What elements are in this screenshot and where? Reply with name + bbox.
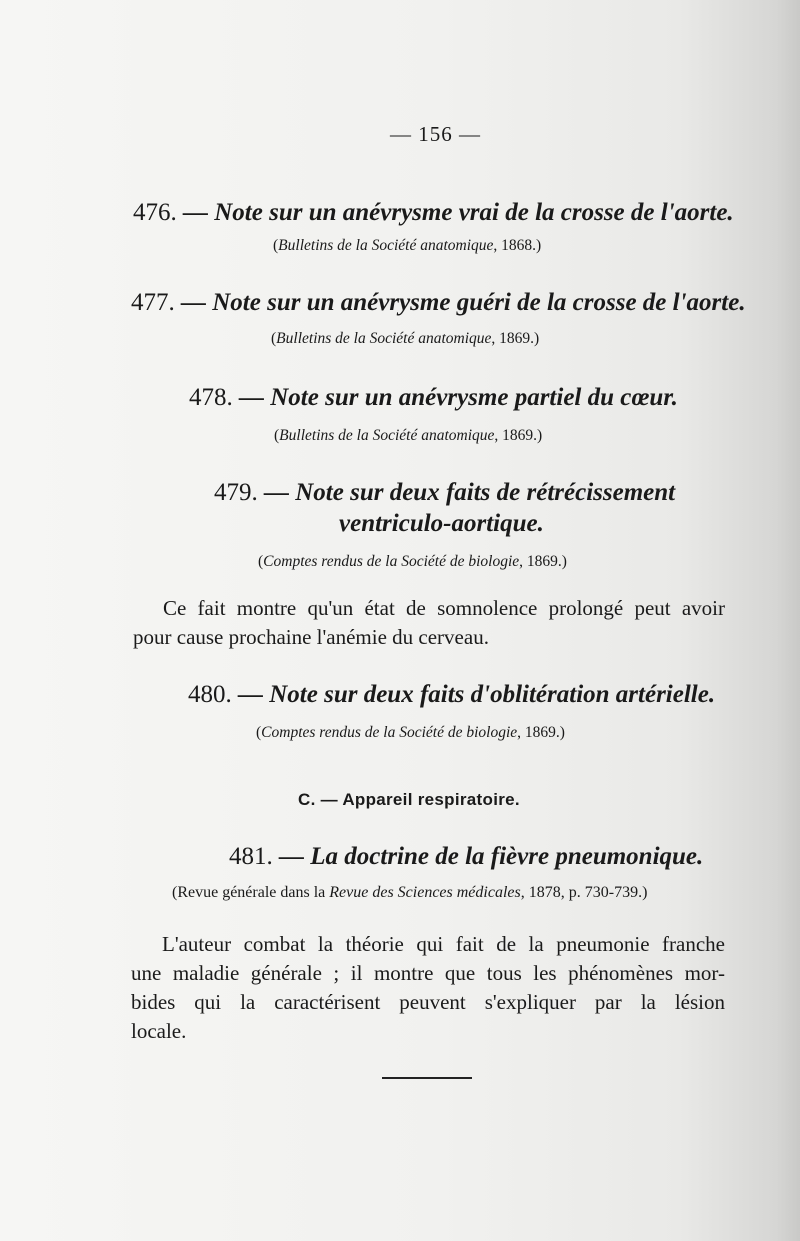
entry-number: 480. [188, 681, 232, 708]
section-heading: C. — Appareil respiratoire. [298, 790, 520, 809]
entry-481-body-line: locale. [131, 1019, 187, 1043]
entry-number: 481. [229, 843, 273, 870]
entry-481-body-line: L'auteur combat la théorie qui fait de la pneumonie franche [162, 932, 725, 956]
reference-source: Revue des Sciences médicales [329, 884, 521, 901]
entry-number: 477. [131, 289, 175, 316]
entry-title-text: — La doctrine de la fièvre pneumonique. [279, 843, 704, 870]
reference-source: Comptes rendus de la Société de biologie [261, 724, 518, 741]
entry-title-text: — Note sur deux faits d'oblitération artérielle. [238, 681, 716, 708]
entry-478-title [189, 384, 678, 412]
entry-title-text: — Note sur deux faits de rétrécissement [264, 479, 676, 506]
entry-476-title [133, 199, 734, 227]
entry-title-text: — Note sur un anévrysme vrai de la crosse de l'aorte. [183, 199, 734, 226]
entry-477-title [131, 289, 746, 317]
entry-479-body-line: pour cause prochaine l'anémie du cerveau. [133, 625, 489, 649]
entry-477-reference: (Bulletins de la Société anatomique, 1869.) [271, 330, 540, 347]
entry-476-reference: (Bulletins de la Société anatomique, 1868.) [273, 237, 542, 254]
reference-source: Bulletins de la Société anatomique [279, 427, 495, 444]
entry-479-reference: (Comptes rendus de la Société de biologie, 1869.) [258, 553, 567, 570]
end-rule [382, 1077, 472, 1079]
reference-source: Bulletins de la Société anatomique [278, 237, 494, 254]
entry-481-title [229, 843, 703, 871]
page-number: — 156 — [390, 122, 481, 146]
entry-479-title-continuation: ventriculo-aortique. [339, 510, 544, 537]
entry-480-title [188, 681, 715, 709]
entry-number: 479. [214, 479, 258, 506]
entry-481-body-line: bides qui la caractérisent peuvent s'expliquer par la lésion [131, 990, 725, 1014]
entry-479-body-line: Ce fait montre qu'un état de somnolence prolongé peut avoir [163, 596, 725, 620]
entry-479-title [214, 479, 675, 507]
entry-title-text: — Note sur un anévrysme partiel du cœur. [239, 384, 678, 411]
reference-source: Comptes rendus de la Société de biologie [263, 553, 520, 570]
entry-number: 476. [133, 199, 177, 226]
entry-481-body-line: une maladie générale ; il montre que tous les phénomènes mor- [131, 961, 725, 985]
entry-480-reference: (Comptes rendus de la Société de biologie, 1869.) [256, 724, 565, 741]
entry-title-text: — Note sur un anévrysme guéri de la crosse de l'aorte. [181, 289, 746, 316]
entry-481-reference: (Revue générale dans la Revue des Sciences médicales, 1878, p. 730-739.) [172, 884, 648, 901]
reference-source: Bulletins de la Société anatomique [276, 330, 492, 347]
entry-478-reference: (Bulletins de la Société anatomique, 1869.) [274, 427, 543, 444]
entry-number: 478. [189, 384, 233, 411]
